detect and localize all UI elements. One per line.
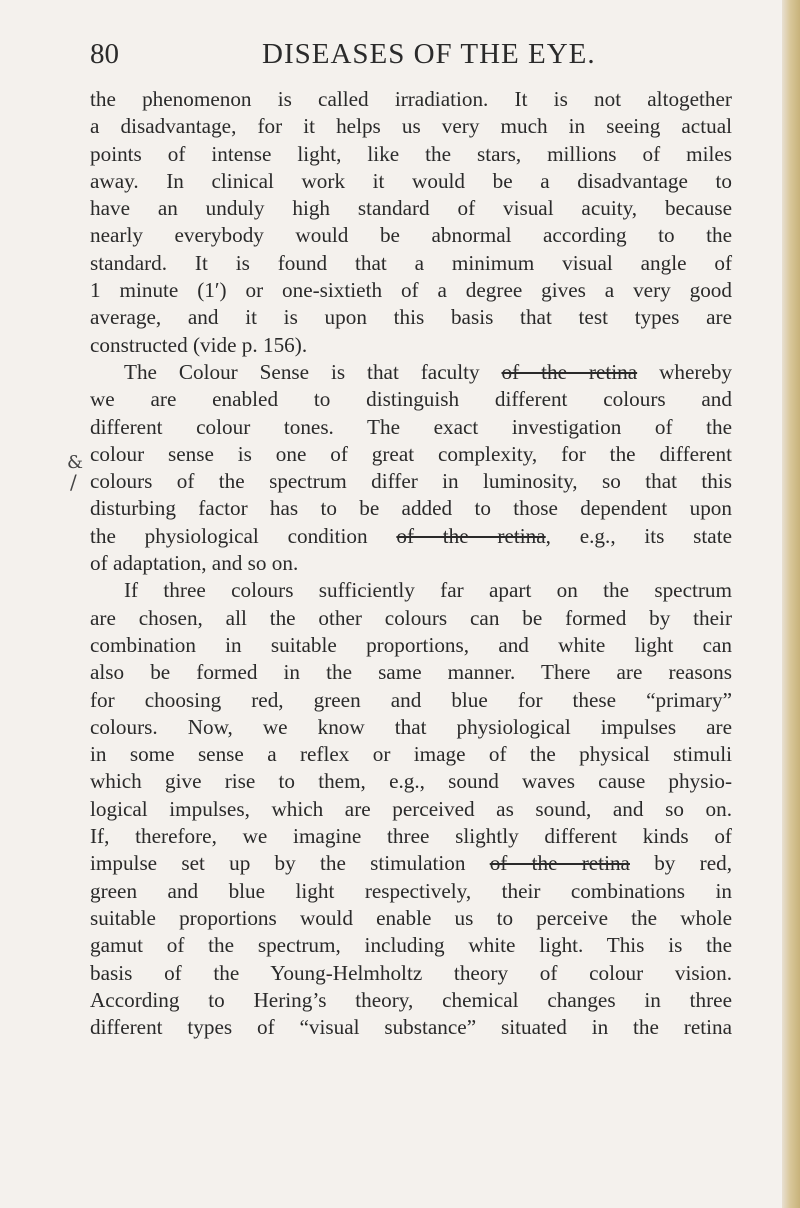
page-edge [782, 0, 800, 1208]
text-line: colours. Now, we know that physiological impulses are [90, 714, 732, 739]
text-line: are chosen, all the other colours can be formed by their [90, 605, 732, 630]
text-line: basis of the Young-Helmholtz theory of colour vision. [90, 960, 732, 985]
struck-text: of the retina [489, 851, 630, 876]
text-line: suitable proportions would enable us to perceive the whole [90, 905, 732, 930]
text-line: combination in suitable proportions, and white light can [90, 632, 732, 657]
text-line: which give rise to them, e.g., sound waves cause physio- [90, 769, 732, 794]
text-line: also be formed in the same manner. There are reasons [90, 660, 732, 685]
text-line: different colour tones. The exact investigation of the [90, 414, 732, 439]
text-line: colours of the spectrum differ in luminosity, so that this [90, 469, 732, 494]
text-line: have an unduly high standard of visual acuity, because [90, 196, 732, 221]
struck-text: of the retina [396, 523, 546, 548]
text-line: for choosing red, green and blue for these “primary” [90, 687, 732, 712]
text-line: in some sense a reflex or image of the physical stimuli [90, 742, 732, 767]
body-text [90, 86, 732, 1041]
margin-annotation-mark: & [67, 452, 84, 473]
text-line: colour sense is one of great complexity, for the different [90, 441, 732, 466]
text-line: According to Hering’s theory, chemical changes in three [90, 987, 732, 1012]
struck-text: of the retina [501, 359, 638, 384]
text-line: 1 minute (1′) or one-sixtieth of a degree gives a very good [90, 278, 732, 303]
text-line: gamut of the spectrum, including white light. This is the [90, 933, 732, 958]
text-line: a disadvantage, for it helps us very much in seeing actual [90, 114, 732, 139]
text-line: the physiological condition of the retina, e.g., its state [90, 523, 732, 548]
running-head: DISEASES OF THE EYE. [262, 38, 596, 70]
text-line: constructed (vide p. 156). [90, 332, 308, 357]
text-line: The Colour Sense is that faculty of the retina whereby [124, 359, 733, 384]
text-line: nearly everybody would be abnormal according to the [90, 223, 732, 248]
text-line: If three colours sufficiently far apart on the spectrum [124, 578, 732, 603]
text-line: impulse set up by the stimulation of the retina by red, [90, 851, 732, 876]
page-header [90, 38, 730, 78]
text-line: we are enabled to distinguish different colours and [90, 387, 732, 412]
text-line: If, therefore, we imagine three slightly different kinds of [90, 824, 732, 849]
text-line: different types of “visual substance” situated in the retina [90, 1015, 732, 1040]
text-line: points of intense light, like the stars, millions of miles [90, 141, 732, 166]
text-line: average, and it is upon this basis that test types are [90, 305, 732, 330]
text-line: green and blue light respectively, their combinations in [90, 878, 732, 903]
text-line: of adaptation, and so on. [90, 551, 299, 576]
text-line: away. In clinical work it would be a disadvantage to [90, 168, 732, 193]
text-line: logical impulses, which are perceived as sound, and so on. [90, 796, 732, 821]
text-line: the phenomenon is called irradiation. It is not altogether [90, 87, 732, 111]
page-number: 80 [90, 38, 119, 70]
margin-annotation-mark: / [70, 470, 77, 494]
text-line: standard. It is found that a minimum visual angle of [90, 250, 732, 275]
text-line: disturbing factor has to be added to those dependent upon [90, 496, 732, 521]
